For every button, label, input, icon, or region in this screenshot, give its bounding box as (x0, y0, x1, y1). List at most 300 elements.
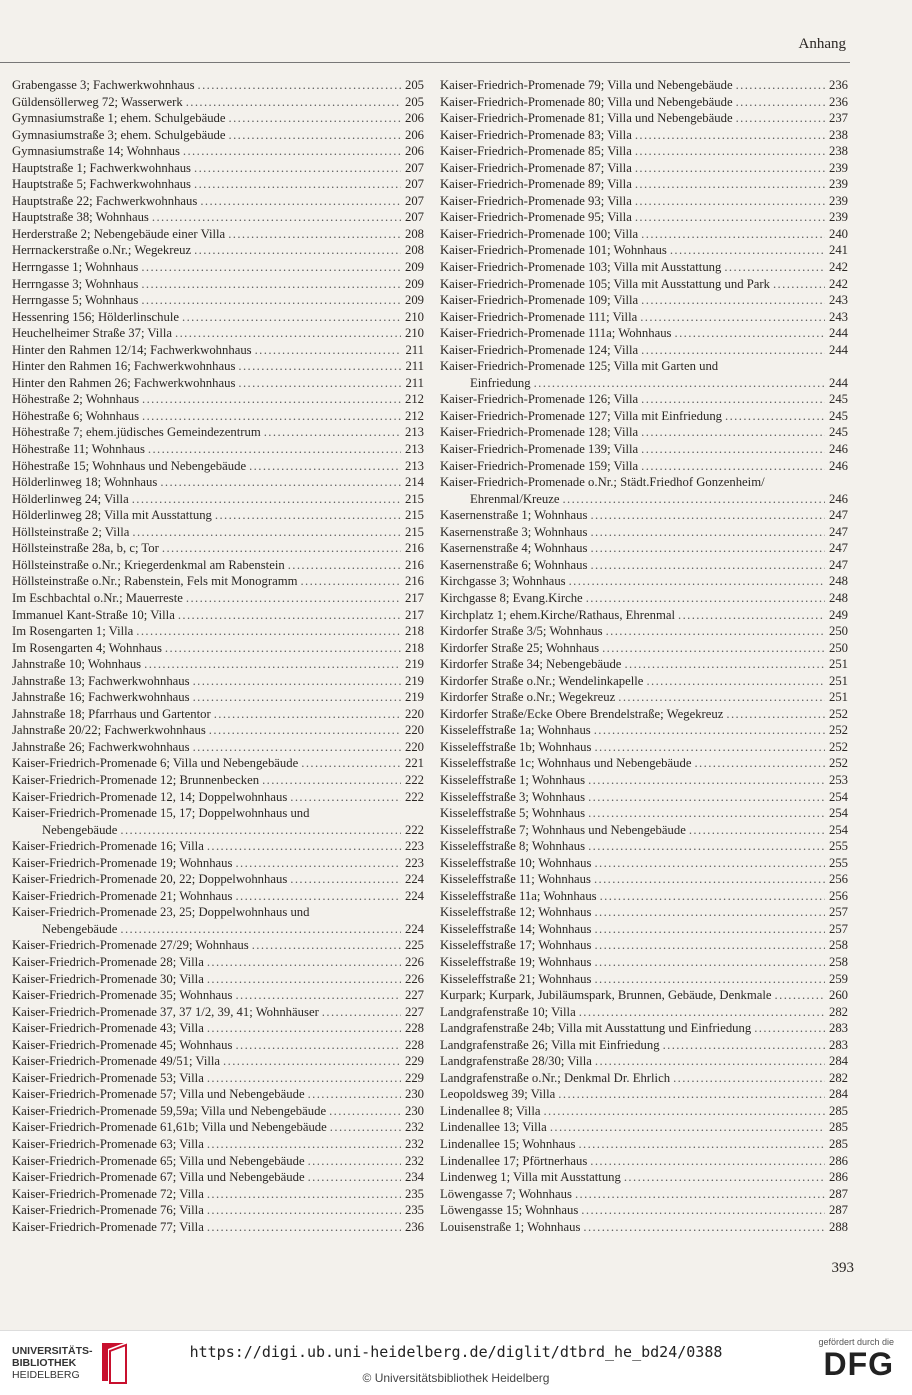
entry-page-number: 206 (404, 144, 424, 159)
entry-text: Jahnstraße 26; Fachwerkwohnhaus (12, 739, 190, 754)
entry-page-number: 222 (404, 772, 424, 787)
index-entry (12, 77, 424, 94)
index-entry (440, 342, 848, 359)
entry-page-number: 282 (828, 1004, 848, 1019)
leader-dots (754, 1020, 825, 1037)
index-entry (12, 242, 424, 259)
index-entry (440, 325, 848, 342)
index-column-right (440, 77, 848, 1235)
index-entry (12, 259, 424, 276)
index-entry (440, 143, 848, 160)
index-entry (440, 441, 848, 458)
leader-dots (288, 557, 401, 574)
entry-page-number: 257 (828, 905, 848, 920)
leader-dots (736, 94, 825, 111)
index-entry (12, 954, 424, 971)
index-entry (440, 1004, 848, 1021)
entry-page-number: 247 (828, 524, 848, 539)
index-entry (12, 193, 424, 210)
index-entry (12, 640, 424, 657)
leader-dots (575, 1186, 825, 1203)
entry-page-number: 236 (404, 1219, 424, 1234)
entry-text: Kaiser-Friedrich-Promenade 45; Wohnhaus (12, 1037, 233, 1052)
index-entry (12, 789, 424, 806)
index-entry (12, 1186, 424, 1203)
entry-page-number: 244 (828, 326, 848, 341)
index-entry (12, 706, 424, 723)
leader-dots (646, 673, 825, 690)
leader-dots (736, 110, 825, 127)
leader-dots (594, 855, 825, 872)
entry-text: Höllsteinstraße o.Nr.; Kriegerdenkmal am Rabenstein (12, 557, 285, 572)
leader-dots (594, 871, 825, 888)
index-entry (440, 607, 848, 624)
leader-dots (255, 342, 402, 359)
index-entry (440, 888, 848, 905)
library-name-line1: UNIVERSITÄTS- (12, 1345, 93, 1357)
index-entry (12, 276, 424, 293)
leader-dots (588, 789, 825, 806)
index-entry (12, 325, 424, 342)
leader-dots (175, 325, 401, 342)
index-entry (440, 640, 848, 657)
entry-text: Kaiser-Friedrich-Promenade 21; Wohnhaus (12, 888, 233, 903)
leader-dots (641, 226, 825, 243)
dfg-wordmark: DFG (823, 1346, 894, 1382)
leader-dots (301, 755, 401, 772)
entry-page-number: 246 (828, 491, 848, 506)
leader-dots (562, 491, 824, 508)
entry-text: Heuchelheimer Straße 37; Villa (12, 326, 173, 341)
entry-text: Kaiser-Friedrich-Promenade 59,59a; Villa und Nebengebäude (12, 1103, 327, 1118)
index-entry (12, 573, 424, 590)
index-entry (440, 623, 848, 640)
entry-page-number: 256 (828, 888, 848, 903)
entry-text: Landgrafenstraße 24b; Villa mit Ausstattung und Einfriedung (440, 1021, 752, 1036)
entry-text: Landgrafenstraße o.Nr.; Denkmal Dr. Ehrlich (440, 1070, 671, 1085)
entry-page-number: 216 (404, 557, 424, 572)
entry-text: Hinter den Rahmen 26; Fachwerkwohnhaus (12, 375, 236, 390)
entry-text: Kisseleffstraße 5; Wohnhaus (440, 806, 586, 821)
entry-page-number: 223 (404, 855, 424, 870)
leader-dots (689, 822, 825, 839)
entry-text: Kaiser-Friedrich-Promenade 103; Villa mit Ausstattung (440, 260, 722, 275)
document-url-link[interactable]: https://digi.ub.uni-heidelberg.de/diglit/dtbrd_he_bd24/0388 (189, 1343, 723, 1361)
entry-page-number: 210 (404, 326, 424, 341)
leader-dots (235, 888, 401, 905)
index-entry (440, 673, 848, 690)
entry-page-number: 238 (828, 144, 848, 159)
index-entry (440, 358, 848, 391)
leader-dots (635, 176, 825, 193)
index-entry (440, 772, 848, 789)
entry-text: Kirchgasse 8; Evang.Kirche (440, 590, 583, 605)
leader-dots (330, 1119, 401, 1136)
entry-text: Herrnackerstraße o.Nr.; Wegekreuz (12, 243, 192, 258)
leader-dots (308, 1086, 401, 1103)
leader-dots (132, 524, 401, 541)
leader-dots (308, 1169, 401, 1186)
index-entry (440, 458, 848, 475)
entry-text: Kisseleffstraße 1c; Wohnhaus und Nebengebäude (440, 756, 692, 771)
entry-text: Kaiser-Friedrich-Promenade 27/29; Wohnhaus (12, 938, 249, 953)
entry-text: Höhestraße 7; ehem.jüdisches Gemeindezentrum (12, 425, 261, 440)
index-entry (12, 1153, 424, 1170)
entry-page-number: 237 (828, 111, 848, 126)
entry-text: Kasernenstraße 1; Wohnhaus (440, 508, 588, 523)
entry-text: Kaiser-Friedrich-Promenade 35; Wohnhaus (12, 988, 233, 1003)
entry-text: Kisseleffstraße 1; Wohnhaus (440, 772, 586, 787)
index-entry (440, 1020, 848, 1037)
leader-dots (673, 1070, 825, 1087)
leader-dots (132, 491, 401, 508)
entry-text: Kaiser-Friedrich-Promenade 139; Villa (440, 442, 639, 457)
library-name-line2: BIBLIOTHEK (12, 1357, 77, 1369)
leader-dots (329, 1103, 401, 1120)
entry-text: Grabengasse 3; Fachwerkwohnhaus (12, 78, 195, 92)
entry-page-number: 235 (404, 1203, 424, 1218)
entry-text: Höllsteinstraße 28a, b, c; Tor (12, 541, 159, 556)
leader-dots (142, 391, 401, 408)
entry-page-number: 235 (404, 1186, 424, 1201)
leader-dots (209, 722, 401, 739)
entry-text: Kirchplatz 1; ehem.Kirche/Rathaus, Ehrenmal (440, 607, 675, 622)
leader-dots (595, 1053, 825, 1070)
entry-page-number: 219 (404, 673, 424, 688)
leader-dots (238, 358, 401, 375)
entry-page-number: 283 (828, 1037, 848, 1052)
leader-dots (207, 971, 401, 988)
entry-text: Kisseleffstraße 19; Wohnhaus (440, 954, 592, 969)
entry-text: Kaiser-Friedrich-Promenade 95; Villa (440, 210, 632, 225)
index-entry (440, 822, 848, 839)
entry-text: Jahnstraße 20/22; Fachwerkwohnhaus (12, 723, 206, 738)
leader-dots (300, 573, 401, 590)
entry-page-number: 208 (404, 243, 424, 258)
index-entry (12, 1136, 424, 1153)
entry-page-number: 209 (404, 293, 424, 308)
entry-text: Kaiser-Friedrich-Promenade 49/51; Villa (12, 1054, 221, 1069)
leader-dots (594, 954, 825, 971)
entry-page-number: 228 (404, 1021, 424, 1036)
entry-page-number: 260 (828, 988, 848, 1003)
dfg-logo[interactable] (818, 1337, 894, 1381)
entry-continuation: Nebengebäude (42, 822, 118, 837)
entry-page-number: 239 (828, 210, 848, 225)
entry-page-number: 252 (828, 723, 848, 738)
index-entry (12, 358, 424, 375)
entry-page-number: 230 (404, 1103, 424, 1118)
entry-page-number: 232 (404, 1153, 424, 1168)
leader-dots (264, 424, 401, 441)
leader-dots (773, 276, 825, 293)
leader-dots (162, 540, 401, 557)
leader-dots (602, 640, 825, 657)
entry-page-number: 222 (404, 822, 424, 837)
entry-page-number: 206 (404, 111, 424, 126)
index-entry (440, 706, 848, 723)
entry-page-number: 210 (404, 309, 424, 324)
entry-page-number: 219 (404, 690, 424, 705)
entry-page-number: 221 (404, 756, 424, 771)
entry-page-number: 218 (404, 624, 424, 639)
leader-dots (249, 458, 401, 475)
entry-page-number: 239 (828, 193, 848, 208)
leader-dots (148, 441, 401, 458)
index-entry (12, 209, 424, 226)
entry-text: Lindenallee 8; Villa (440, 1103, 541, 1118)
leader-dots (736, 77, 825, 94)
entry-page-number: 220 (404, 739, 424, 754)
index-entry (12, 391, 424, 408)
index-entry (12, 971, 424, 988)
leader-dots (590, 524, 825, 541)
entry-text: Kirdorfer Straße 34; Nebengebäude (440, 657, 622, 672)
entry-page-number: 252 (828, 739, 848, 754)
entry-text: Kasernenstraße 6; Wohnhaus (440, 557, 588, 572)
entry-text: Kaiser-Friedrich-Promenade 80; Villa und Nebengebäude (440, 94, 733, 109)
entry-text: Kisseleffstraße 10; Wohnhaus (440, 855, 592, 870)
leader-dots (207, 954, 401, 971)
leader-dots (235, 987, 401, 1004)
entry-page-number: 286 (828, 1170, 848, 1185)
leader-dots (588, 838, 825, 855)
entry-page-number: 247 (828, 541, 848, 556)
index-entry (12, 226, 424, 243)
entry-text: Lindenallee 17; Pförtnerhaus (440, 1153, 588, 1168)
entry-text: Kaiser-Friedrich-Promenade 57; Villa und Nebengebäude (12, 1087, 305, 1102)
index-entry (440, 590, 848, 607)
index-entry (12, 1103, 424, 1120)
entry-text: Kaiser-Friedrich-Promenade 83; Villa (440, 127, 632, 142)
leader-dots (235, 855, 401, 872)
entry-page-number: 229 (404, 1054, 424, 1069)
entry-page-number: 234 (404, 1170, 424, 1185)
entry-text: Kisseleffstraße 3; Wohnhaus (440, 789, 586, 804)
entry-page-number: 258 (828, 954, 848, 969)
index-entry (12, 342, 424, 359)
entry-text: Löwengasse 7; Wohnhaus (440, 1186, 572, 1201)
entry-page-number: 220 (404, 706, 424, 721)
leader-dots (724, 259, 825, 276)
entry-text: Hölderlinweg 24; Villa (12, 491, 129, 506)
index-entry (12, 1119, 424, 1136)
leader-dots (178, 607, 401, 624)
leader-dots (586, 590, 825, 607)
entry-text: Kaiser-Friedrich-Promenade 109; Villa (440, 293, 639, 308)
entry-page-number: 215 (404, 524, 424, 539)
entry-page-number: 256 (828, 872, 848, 887)
index-entry (440, 1136, 848, 1153)
leader-dots (262, 772, 401, 789)
leader-dots (207, 1136, 401, 1153)
entry-text: Herrngasse 3; Wohnhaus (12, 276, 139, 291)
entry-page-number: 243 (828, 309, 848, 324)
entry-page-number: 257 (828, 921, 848, 936)
index-entry (12, 375, 424, 392)
entry-text: Kaiser-Friedrich-Promenade 65; Villa und Nebengebäude (12, 1153, 305, 1168)
entry-text: Kasernenstraße 4; Wohnhaus (440, 541, 588, 556)
entry-page-number: 211 (405, 375, 424, 390)
leader-dots (141, 292, 401, 309)
entry-page-number: 239 (828, 160, 848, 175)
entry-page-number: 223 (404, 839, 424, 854)
leader-dots (235, 1037, 401, 1054)
leader-dots (594, 971, 825, 988)
index-entry (440, 1086, 848, 1103)
entry-text: Hinter den Rahmen 12/14; Fachwerkwohnhaus (12, 342, 252, 357)
entry-text: Kaiser-Friedrich-Promenade 63; Villa (12, 1137, 204, 1151)
entry-page-number: 253 (828, 772, 848, 787)
entry-text: Kaiser-Friedrich-Promenade 101; Wohnhaus (440, 243, 667, 258)
index-entry (440, 94, 848, 111)
entry-text: Lindenallee 13; Villa (440, 1120, 547, 1135)
entry-text: Kirdorfer Straße 25; Wohnhaus (440, 640, 600, 655)
entry-text: Gymnasiumstraße 3; ehem. Schulgebäude (12, 127, 226, 142)
leader-dots (725, 408, 825, 425)
entry-page-number: 245 (828, 408, 848, 423)
leader-dots (583, 1219, 825, 1236)
index-entry (12, 1169, 424, 1186)
entry-page-number: 208 (404, 226, 424, 241)
entry-page-number: 225 (404, 938, 424, 953)
entry-text: Kaiser-Friedrich-Promenade 127; Villa mit Einfriedung (440, 408, 723, 423)
entry-text: Kaiser-Friedrich-Promenade 20, 22; Doppelwohnhaus (12, 872, 288, 887)
entry-text: Kaiser-Friedrich-Promenade 93; Villa (440, 193, 632, 208)
index-entry (12, 805, 424, 838)
index-entry (440, 309, 848, 326)
leader-dots (641, 342, 825, 359)
index-entry (440, 789, 848, 806)
entry-text: Kisseleffstraße 11; Wohnhaus (440, 872, 591, 887)
leader-dots (640, 309, 825, 326)
index-entry (440, 226, 848, 243)
index-entry (440, 507, 848, 524)
entry-text: Hinter den Rahmen 16; Fachwerkwohnhaus (12, 359, 236, 374)
leader-dots (120, 921, 401, 938)
entry-page-number: 285 (828, 1103, 848, 1118)
entry-page-number: 209 (404, 260, 424, 275)
entry-text: Höhestraße 11; Wohnhaus (12, 442, 145, 457)
leader-dots (308, 1153, 401, 1170)
leader-dots (142, 408, 401, 425)
leader-dots (183, 143, 401, 160)
leader-dots (207, 1202, 401, 1219)
entry-text: Kaiser-Friedrich-Promenade 105; Villa mit Ausstattung und Park (440, 276, 770, 291)
entry-text: Güldensöllerweg 72; Wasserwerk (12, 94, 183, 109)
entry-text: Kaiser-Friedrich-Promenade 126; Villa (440, 392, 639, 407)
leader-dots (141, 259, 401, 276)
index-entry (440, 259, 848, 276)
entry-page-number: 284 (828, 1054, 848, 1069)
entry-page-number: 239 (828, 177, 848, 192)
leader-dots (641, 458, 825, 475)
index-entry (12, 1219, 424, 1236)
index-entry (440, 540, 848, 557)
entry-page-number: 232 (404, 1120, 424, 1135)
index-entry (12, 408, 424, 425)
entry-text: Im Rosengarten 1; Villa (12, 624, 134, 639)
leader-dots (193, 689, 401, 706)
entry-text: Kaiser-Friedrich-Promenade 76; Villa (12, 1203, 204, 1218)
entry-page-number: 211 (405, 359, 424, 374)
entry-page-number: 232 (404, 1137, 424, 1151)
leader-dots (600, 888, 825, 905)
entry-text: Hessenring 156; Hölderlinschule (12, 309, 180, 324)
entry-page-number: 207 (404, 210, 424, 225)
viewer-footer (0, 1330, 912, 1395)
index-entry (12, 1053, 424, 1070)
entry-text: Kaiser-Friedrich-Promenade 53; Villa (12, 1070, 204, 1085)
entry-page-number: 227 (404, 1004, 424, 1019)
entry-page-number: 285 (828, 1137, 848, 1151)
library-name-line3: HEIDELBERG (12, 1369, 80, 1381)
entry-page-number: 254 (828, 822, 848, 837)
index-entry (440, 1070, 848, 1087)
index-entry (12, 1037, 424, 1054)
index-entry (440, 524, 848, 541)
index-entry (12, 590, 424, 607)
index-entry (12, 557, 424, 574)
leader-dots (543, 1103, 824, 1120)
entry-text: Höllsteinstraße o.Nr.; Rabenstein, Fels mit Monogramm (12, 574, 298, 589)
index-entry (440, 954, 848, 971)
entry-text: Kisseleffstraße 8; Wohnhaus (440, 839, 586, 854)
entry-page-number: 247 (828, 557, 848, 572)
index-entry (440, 921, 848, 938)
header-rule (0, 62, 850, 63)
entry-page-number: 217 (404, 607, 424, 622)
entry-page-number: 254 (828, 806, 848, 821)
entry-page-number: 218 (404, 640, 424, 655)
entry-page-number: 230 (404, 1087, 424, 1102)
entry-page-number: 251 (828, 673, 848, 688)
entry-text: Kirdorfer Straße o.Nr.; Wendelinkapelle (440, 673, 644, 688)
leader-dots (207, 1020, 401, 1037)
leader-dots (194, 176, 401, 193)
entry-page-number: 222 (404, 789, 424, 804)
index-entry (12, 838, 424, 855)
leader-dots (165, 640, 401, 657)
entry-page-number: 254 (828, 789, 848, 804)
leader-dots (215, 507, 401, 524)
index-entry (12, 309, 424, 326)
leader-dots (594, 722, 825, 739)
leader-dots (193, 673, 401, 690)
leader-dots (207, 1070, 401, 1087)
entry-text: Höhestraße 2; Wohnhaus (12, 392, 140, 407)
index-entry (440, 904, 848, 921)
entry-page-number: 240 (828, 226, 848, 241)
entry-text: Kirdorfer Straße 3/5; Wohnhaus (440, 624, 603, 639)
entry-text: Kaiser-Friedrich-Promenade 16; Villa (12, 839, 204, 854)
entry-text: Jahnstraße 16; Fachwerkwohnhaus (12, 690, 190, 705)
entry-page-number: 229 (404, 1070, 424, 1085)
leader-dots (214, 706, 401, 723)
leader-dots (193, 739, 401, 756)
leader-dots (678, 607, 825, 624)
leader-dots (120, 822, 401, 839)
entry-text: Kisseleffstraße 1a; Wohnhaus (440, 723, 591, 738)
entry-text: Kaiser-Friedrich-Promenade 72; Villa (12, 1186, 204, 1201)
entry-text: Gymnasiumstraße 14; Wohnhaus (12, 144, 180, 159)
index-entry (440, 755, 848, 772)
index-entry (12, 755, 424, 772)
entry-page-number: 244 (828, 375, 848, 390)
leader-dots (252, 937, 401, 954)
entry-page-number: 241 (828, 243, 848, 258)
index-entry (440, 1169, 848, 1186)
